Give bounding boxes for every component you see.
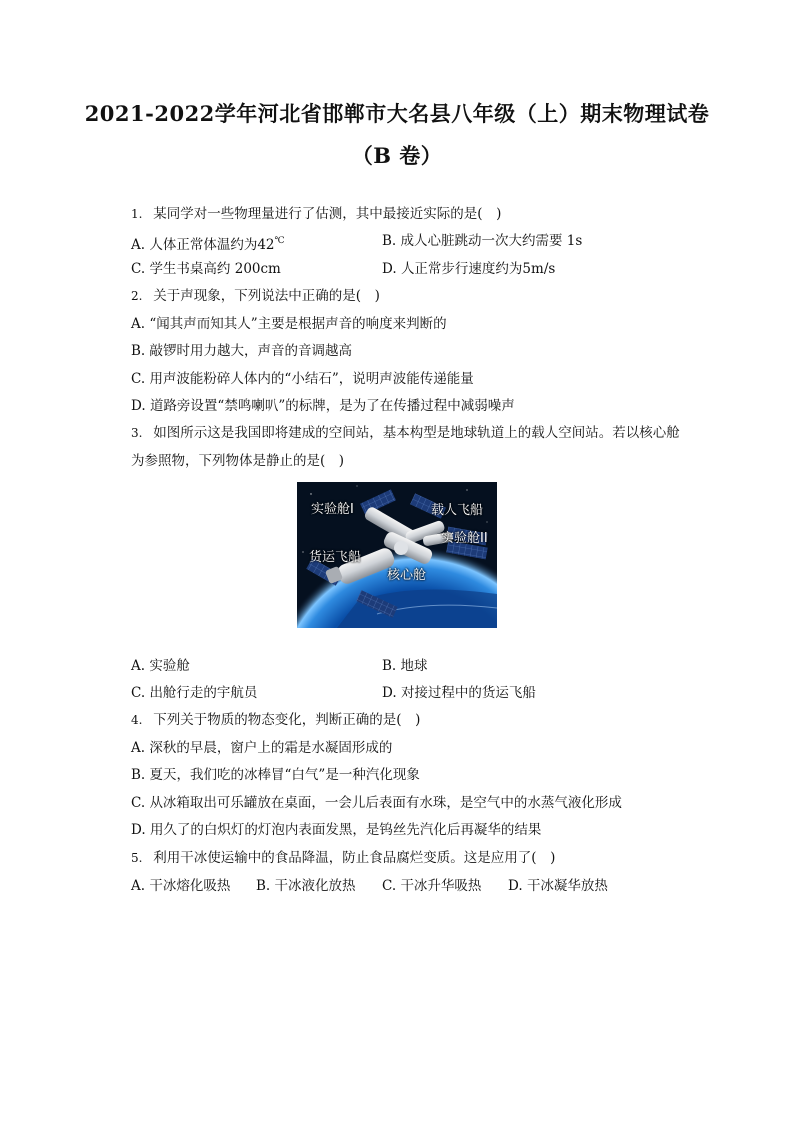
question-3-option-d	[382, 684, 536, 702]
question-5-option-b	[256, 877, 356, 895]
option-text: 干冰升华吸热	[400, 878, 482, 894]
option-text: 学生书桌高约 200cm	[149, 261, 281, 277]
page-subtitle: （B 卷）	[351, 143, 443, 168]
option-label: D.	[131, 398, 146, 414]
question-number: 1.	[131, 207, 143, 221]
question-5-option-d	[508, 877, 608, 895]
option-label: B.	[131, 343, 146, 359]
option-text: 干冰凝华放热	[526, 878, 608, 894]
question-3-option-a	[131, 657, 190, 675]
option-label: B.	[131, 767, 146, 783]
question-text: 关于声现象，下列说法中正确的是( )	[153, 288, 380, 304]
question-2-option-a	[131, 315, 447, 333]
question-2-option-c	[131, 370, 474, 388]
option-label: C.	[131, 261, 146, 277]
option-label: D.	[382, 261, 397, 277]
question-4-stem	[131, 711, 420, 729]
question-5-option-c	[382, 877, 481, 895]
option-label: D.	[382, 685, 397, 701]
question-number: 4.	[131, 713, 143, 727]
option-label: B.	[382, 233, 397, 249]
question-number: 3.	[131, 426, 143, 440]
option-text: “闻其声而知其人”主要是根据声音的响度来判断的	[149, 316, 447, 332]
question-number: 2.	[131, 289, 143, 303]
option-label: B.	[256, 878, 271, 894]
page-title: 2021-2022学年河北省邯郸市大名县八年级（上）期末物理试卷	[84, 101, 710, 126]
question-text: 某同学对一些物理量进行了估测，其中最接近实际的是( )	[153, 206, 502, 222]
option-label: C.	[382, 878, 397, 894]
option-text: 夏天，我们吃的冰棒冒“白气”是一种汽化现象	[149, 767, 420, 783]
question-4-option-b	[131, 766, 420, 784]
question-3-option-c	[131, 684, 257, 702]
option-label: D.	[131, 822, 146, 838]
option-text: 深秋的早晨，窗户上的霜是水凝固形成的	[149, 740, 393, 756]
option-text: 道路旁设置“禁鸣喇叭”的标牌，是为了在传播过程中减弱噪声	[149, 398, 515, 414]
question-2-option-d	[131, 397, 515, 415]
option-label: C.	[131, 685, 146, 701]
option-label: A.	[131, 316, 146, 332]
option-text: 人体正常体温约为42	[149, 237, 275, 253]
label-lab-module-1: 实验舱I	[311, 502, 354, 517]
question-text: 如图所示这是我国即将建成的空间站，基本构型是地球轨道上的载人空间站。若以核心舱	[153, 425, 680, 441]
option-text: 实验舱	[149, 658, 190, 674]
option-text: 用声波能粉碎人体内的“小结石”，说明声波能传递能量	[149, 371, 474, 387]
question-text: 下列关于物质的物态变化，判断正确的是( )	[153, 712, 421, 728]
question-1-option-b	[382, 232, 582, 250]
question-2-option-b	[131, 342, 352, 360]
label-cargo-spacecraft: 货运飞船	[309, 550, 362, 565]
label-lab-module-2: 实验舱II	[441, 531, 488, 546]
option-text: 干冰熔化吸热	[149, 878, 231, 894]
question-1-option-d	[382, 260, 555, 278]
option-text: 人正常步行速度约为5m/s	[400, 261, 556, 277]
option-label: A.	[131, 740, 146, 756]
option-label: A.	[131, 237, 146, 253]
question-3-stem-continued	[131, 452, 344, 470]
option-label: D.	[508, 878, 523, 894]
option-text: 地球	[400, 658, 428, 674]
option-label: A.	[131, 658, 146, 674]
question-4-option-a	[131, 739, 392, 757]
question-1-option-c	[131, 260, 281, 278]
question-1-stem	[131, 205, 501, 223]
option-text: 对接过程中的货运飞船	[400, 685, 536, 701]
question-text: 利用干冰使运输中的食品降温，防止食品腐烂变质。这是应用了( )	[153, 850, 556, 866]
question-number: 5.	[131, 851, 143, 865]
question-4-option-c	[131, 794, 622, 812]
option-label: A.	[131, 878, 146, 894]
question-5-option-a	[131, 877, 230, 895]
option-text: 出舱行走的宇航员	[149, 685, 258, 701]
question-3-stem	[131, 424, 680, 442]
question-2-stem	[131, 287, 380, 305]
label-core-module: 核心舱	[387, 568, 427, 583]
option-text: 用久了的白炽灯的灯泡内表面发黑，是钨丝先汽化后再凝华的结果	[149, 822, 542, 838]
question-4-option-d	[131, 821, 541, 839]
option-label: B.	[382, 658, 397, 674]
option-text: 敲锣时用力越大，声音的音调越高	[149, 343, 353, 359]
question-1-option-a	[131, 232, 285, 254]
question-5-stem	[131, 849, 555, 867]
option-label: C.	[131, 795, 146, 811]
label-crew-spacecraft: 载人飞船	[431, 503, 484, 518]
option-text: 从冰箱取出可乐罐放在桌面，一会儿后表面有水珠，是空气中的水蒸气液化形成	[149, 795, 622, 811]
question-text: 为参照物，下列物体是静止的是( )	[131, 453, 345, 469]
question-3-option-b	[382, 657, 428, 675]
option-text: 干冰液化放热	[274, 878, 356, 894]
option-unit: ℃	[274, 236, 285, 246]
space-station-figure	[297, 482, 497, 628]
option-label: C.	[131, 371, 146, 387]
option-text: 成人心脏跳动一次大约需要 1s	[400, 233, 583, 249]
